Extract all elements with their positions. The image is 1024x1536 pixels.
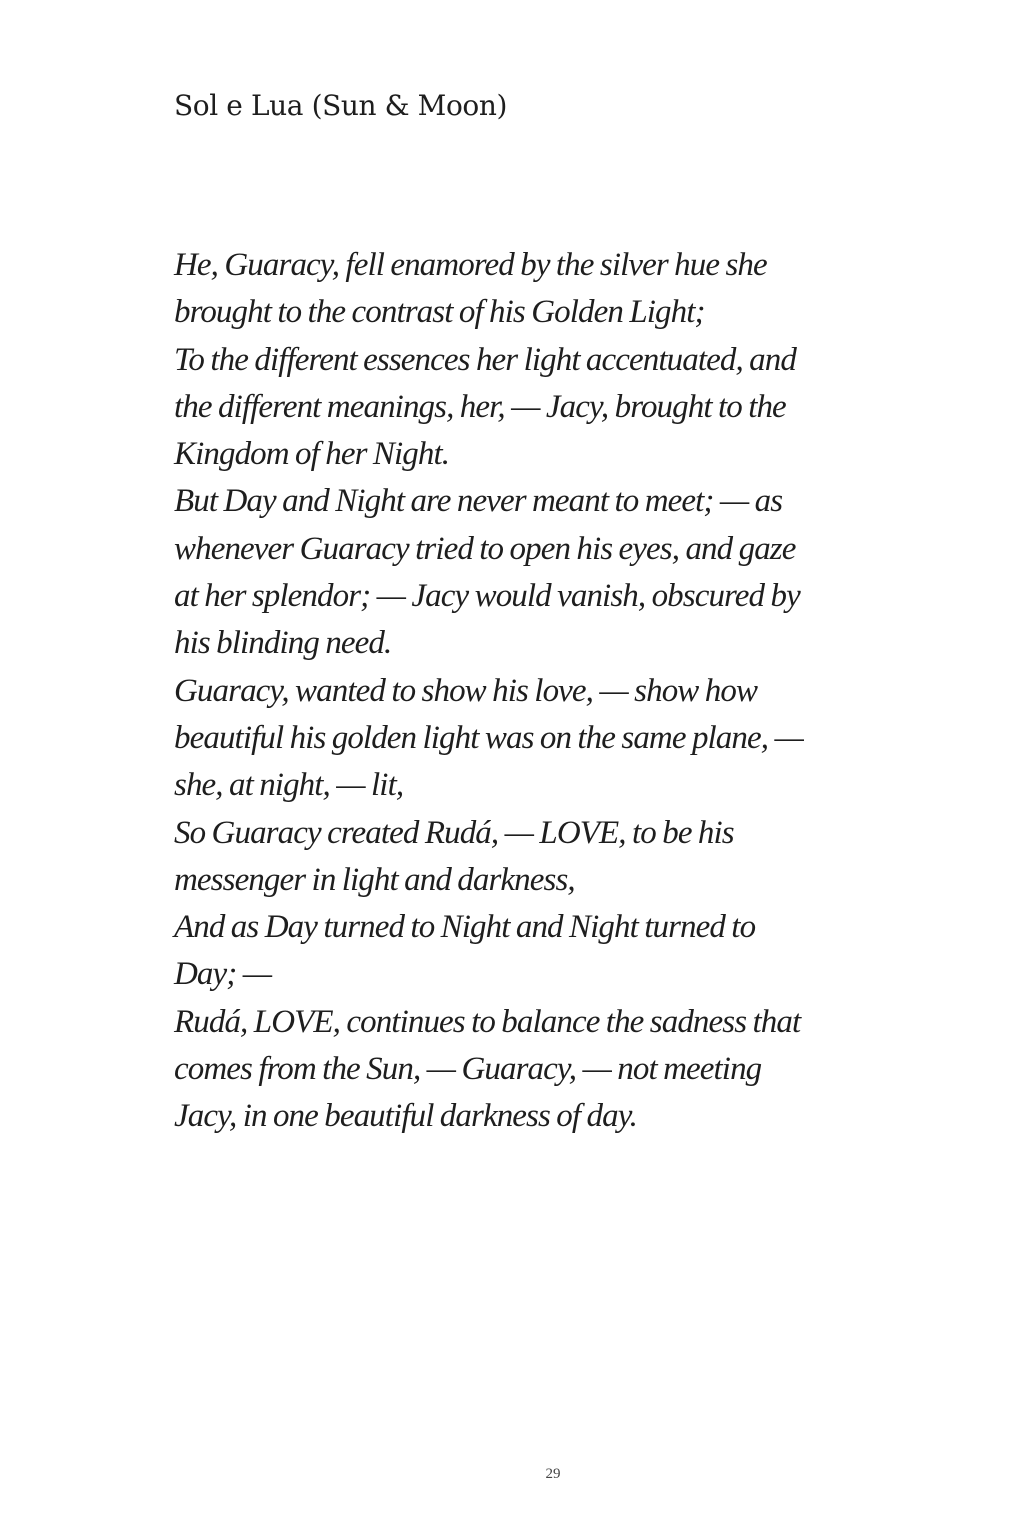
poem-line: Jacy, in one beautiful darkness of day. [174,1098,637,1135]
poem-line: at her splendor; — Jacy would vanish, obscured by [174,578,800,615]
poem-title: Sol e Lua (Sun & Moon) [174,89,508,122]
poem-line: And as Day turned to Night and Night turned to [174,909,756,946]
poem-line: messenger in light and darkness, [174,861,575,898]
poem-line: comes from the Sun, — Guaracy, — not meeting [174,1051,762,1088]
poem-line: she, at night, — lit, [174,767,404,804]
poem-line: So Guaracy created Rudá, — LOVE, to be his [174,814,734,851]
poem-line: beautiful his golden light was on the same plane, — [174,719,803,756]
poem-line: To the different essences her light accentuated, and [174,341,796,378]
poem-line: brought to the contrast of his Golden Light; [174,294,705,331]
poem-line: But Day and Night are never meant to meet; — as [174,483,783,520]
poem-body [174,242,864,1141]
poem-line: Guaracy, wanted to show his love, — show how [174,672,758,709]
poem-line: his blinding need. [174,625,392,662]
poem-line: the different meanings, her, — Jacy, brought to the [174,388,786,425]
poem-line: He, Guaracy, fell enamored by the silver hue she [174,247,767,283]
page-number: 29 [545,1466,561,1482]
poem-line: Rudá, LOVE, continues to balance the sadness that [174,1003,801,1040]
poem-line: Kingdom of her Night. [174,436,450,473]
poem-line: whenever Guaracy tried to open his eyes, and gaze [174,530,796,567]
poem-line: Day; — [174,956,272,993]
